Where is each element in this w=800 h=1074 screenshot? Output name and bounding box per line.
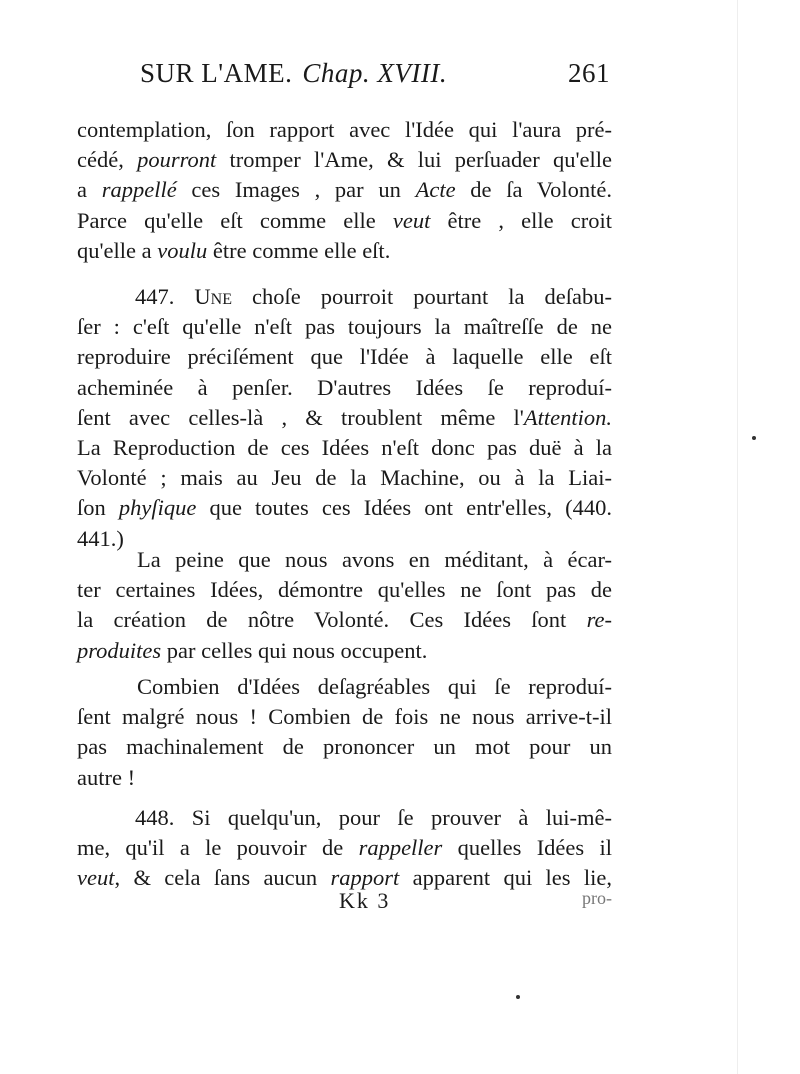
text-line: reproduire préciſément que l'Idée à laquelle elle eſt bbox=[77, 344, 612, 370]
paragraph-447 bbox=[77, 282, 612, 554]
text-line: autre ! bbox=[77, 764, 136, 790]
running-header bbox=[140, 58, 610, 98]
text-line: 441.) bbox=[77, 525, 124, 551]
paragraph-combien bbox=[77, 672, 612, 793]
text-line: Combien d'Idées deſagréables qui ſe reproduí- bbox=[137, 674, 612, 699]
text-line: pas machinalement de prononcer un mot pour un bbox=[77, 734, 612, 760]
text-line: ſer : c'eſt qu'elle n'eſt pas toujours la maîtreſſe de ne bbox=[77, 314, 612, 340]
text-line: La Reproduction de ces Idées n'eſt donc pas duë à la bbox=[77, 434, 612, 460]
paragraph-continuation bbox=[77, 115, 612, 266]
catchword: pro- bbox=[582, 888, 612, 908]
section-number: 447. bbox=[135, 284, 175, 309]
paragraph-448 bbox=[77, 803, 612, 894]
signature-mark: Kk 3 bbox=[339, 888, 391, 913]
text-line: La peine que nous avons en méditant, à écar- bbox=[137, 547, 612, 572]
text-line: ſon phyſique que toutes ces Idées ont entr'elles, (440. bbox=[77, 495, 612, 521]
text-line: Parce qu'elle eſt comme elle veut être , elle croit bbox=[77, 207, 612, 233]
text-line: contemplation, ſon rapport avec l'Idée qui l'aura pré- bbox=[77, 117, 612, 142]
paragraph-peine bbox=[77, 545, 612, 666]
text-line: 447. Une choſe pourroit pourtant la deſabu- bbox=[135, 284, 613, 309]
ink-speck bbox=[752, 436, 756, 440]
text-line: ſent malgré nous ! Combien de fois ne nous arrive-t-il bbox=[77, 704, 612, 730]
text-line: qu'elle a voulu être comme elle eſt. bbox=[77, 237, 391, 263]
text-line: ſent avec celles-là , & troublent même l'Attention. bbox=[77, 404, 612, 430]
text-line: me, qu'il a le pouvoir de rappeller quelles Idées il bbox=[77, 835, 612, 861]
text-line: ter certaines Idées, démontre qu'elles ne ſont pas de bbox=[77, 577, 612, 603]
running-title: SUR L'AME. Chap. XVIII. bbox=[140, 58, 448, 88]
text-line: cédé, pourront tromper l'Ame, & lui perſuader qu'elle bbox=[77, 147, 612, 173]
text-line: Volonté ; mais au Jeu de la Machine, ou à la Liai- bbox=[77, 465, 612, 491]
chapter-label: Chap. XVIII. bbox=[302, 58, 448, 88]
text-line: produites par celles qui nous occupent. bbox=[77, 637, 428, 663]
page-footer bbox=[77, 888, 612, 916]
text-line: acheminée à penſer. D'autres Idées ſe reproduí- bbox=[77, 374, 612, 400]
page-edge bbox=[737, 0, 738, 1074]
text-line: veut, & cela ſans aucun rapport apparent qui les lie, bbox=[77, 865, 612, 891]
page-number: 261 bbox=[568, 58, 610, 88]
ink-speck bbox=[516, 995, 520, 999]
text-line: 448. Si quelqu'un, pour ſe prouver à lui-mê- bbox=[135, 805, 612, 830]
text-line: a rappellé ces Images , par un Acte de ſa Volonté. bbox=[77, 177, 613, 203]
text-line: la création de nôtre Volonté. Ces Idées ſont re- bbox=[77, 607, 612, 633]
